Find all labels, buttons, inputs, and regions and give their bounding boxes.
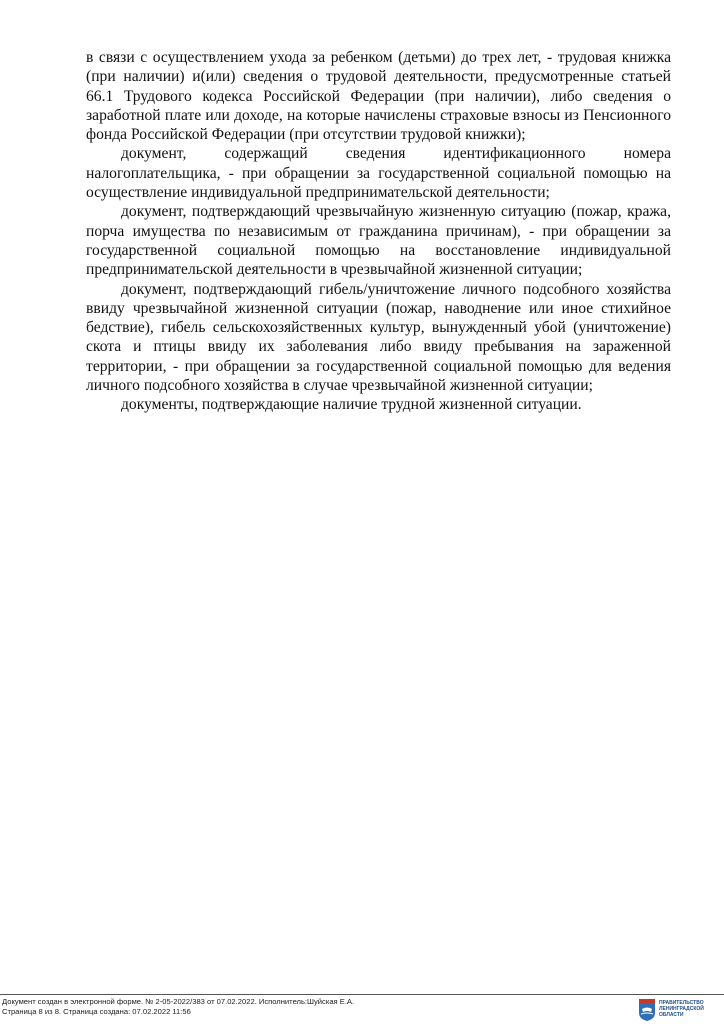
paragraph-hardship-documents: документы, подтверждающие наличие трудной жизненной ситуации. bbox=[121, 396, 582, 414]
leningrad-oblast-emblem-icon bbox=[639, 999, 655, 1021]
footer-document-info: Документ создан в электронной форме. № 2-05-2022/383 от 07.02.2022. Исполнитель:Шуйская Е.А. bbox=[2, 997, 355, 1006]
paragraph-tin-document: документ, содержащий сведения идентификационного номера налогоплательщика, - при обращении за государственной социальной помощью на осуществление индивидуальной предпринимательской деятельности; bbox=[86, 145, 671, 202]
page-footer bbox=[0, 994, 724, 1024]
paragraph-household-loss-document: документ, подтверждающий гибель/уничтожение личного подсобного хозяйства ввиду чрезвычайной жизненной ситуации (пожар, наводнение или иное стихийное бедствие), гибель сельскохозяйственных культур, вынужденный убой (уничтожение) скота и птицы ввиду их заболевания либо ввиду пребывания на зараженной территории, - при обращении за государственной социальной помощью для ведения личного подсобного хозяйства в случае чрезвычайной жизненной ситуации; bbox=[86, 280, 671, 395]
document-body bbox=[86, 48, 671, 415]
paragraph-emergency-document: документ, подтверждающий чрезвычайную жизненную ситуацию (пожар, кража, порча имущества по независимым от гражданина причинам), - при обращении за государственной социальной помощью на восстановление индивидуальной предпринимательской деятельности в чрезвычайной жизненной ситуации; bbox=[86, 203, 671, 279]
government-logo bbox=[639, 998, 724, 1022]
footer-info bbox=[2, 997, 354, 1017]
paragraph-continuation: в связи с осуществлением ухода за ребенком (детьми) до трех лет, - трудовая книжка (при наличии) и(или) сведения о трудовой деятельности, предусмотренные статьей 66.1 Трудового кодекса Российской Федерации (при наличии), либо сведения о заработной плате или доходе, на которые начислены страховые взносы из Пенсионного фонда Российской Федерации (при отсутствии трудовой книжки); bbox=[86, 49, 671, 144]
logo-caption: ПРАВИТЕЛЬСТВО ЛЕНИНГРАДСКОЙ ОБЛАСТИ bbox=[659, 1000, 704, 1018]
footer-page-info: Страница 8 из 8. Страница создана: 07.02.2022 11:56 bbox=[2, 1007, 191, 1016]
